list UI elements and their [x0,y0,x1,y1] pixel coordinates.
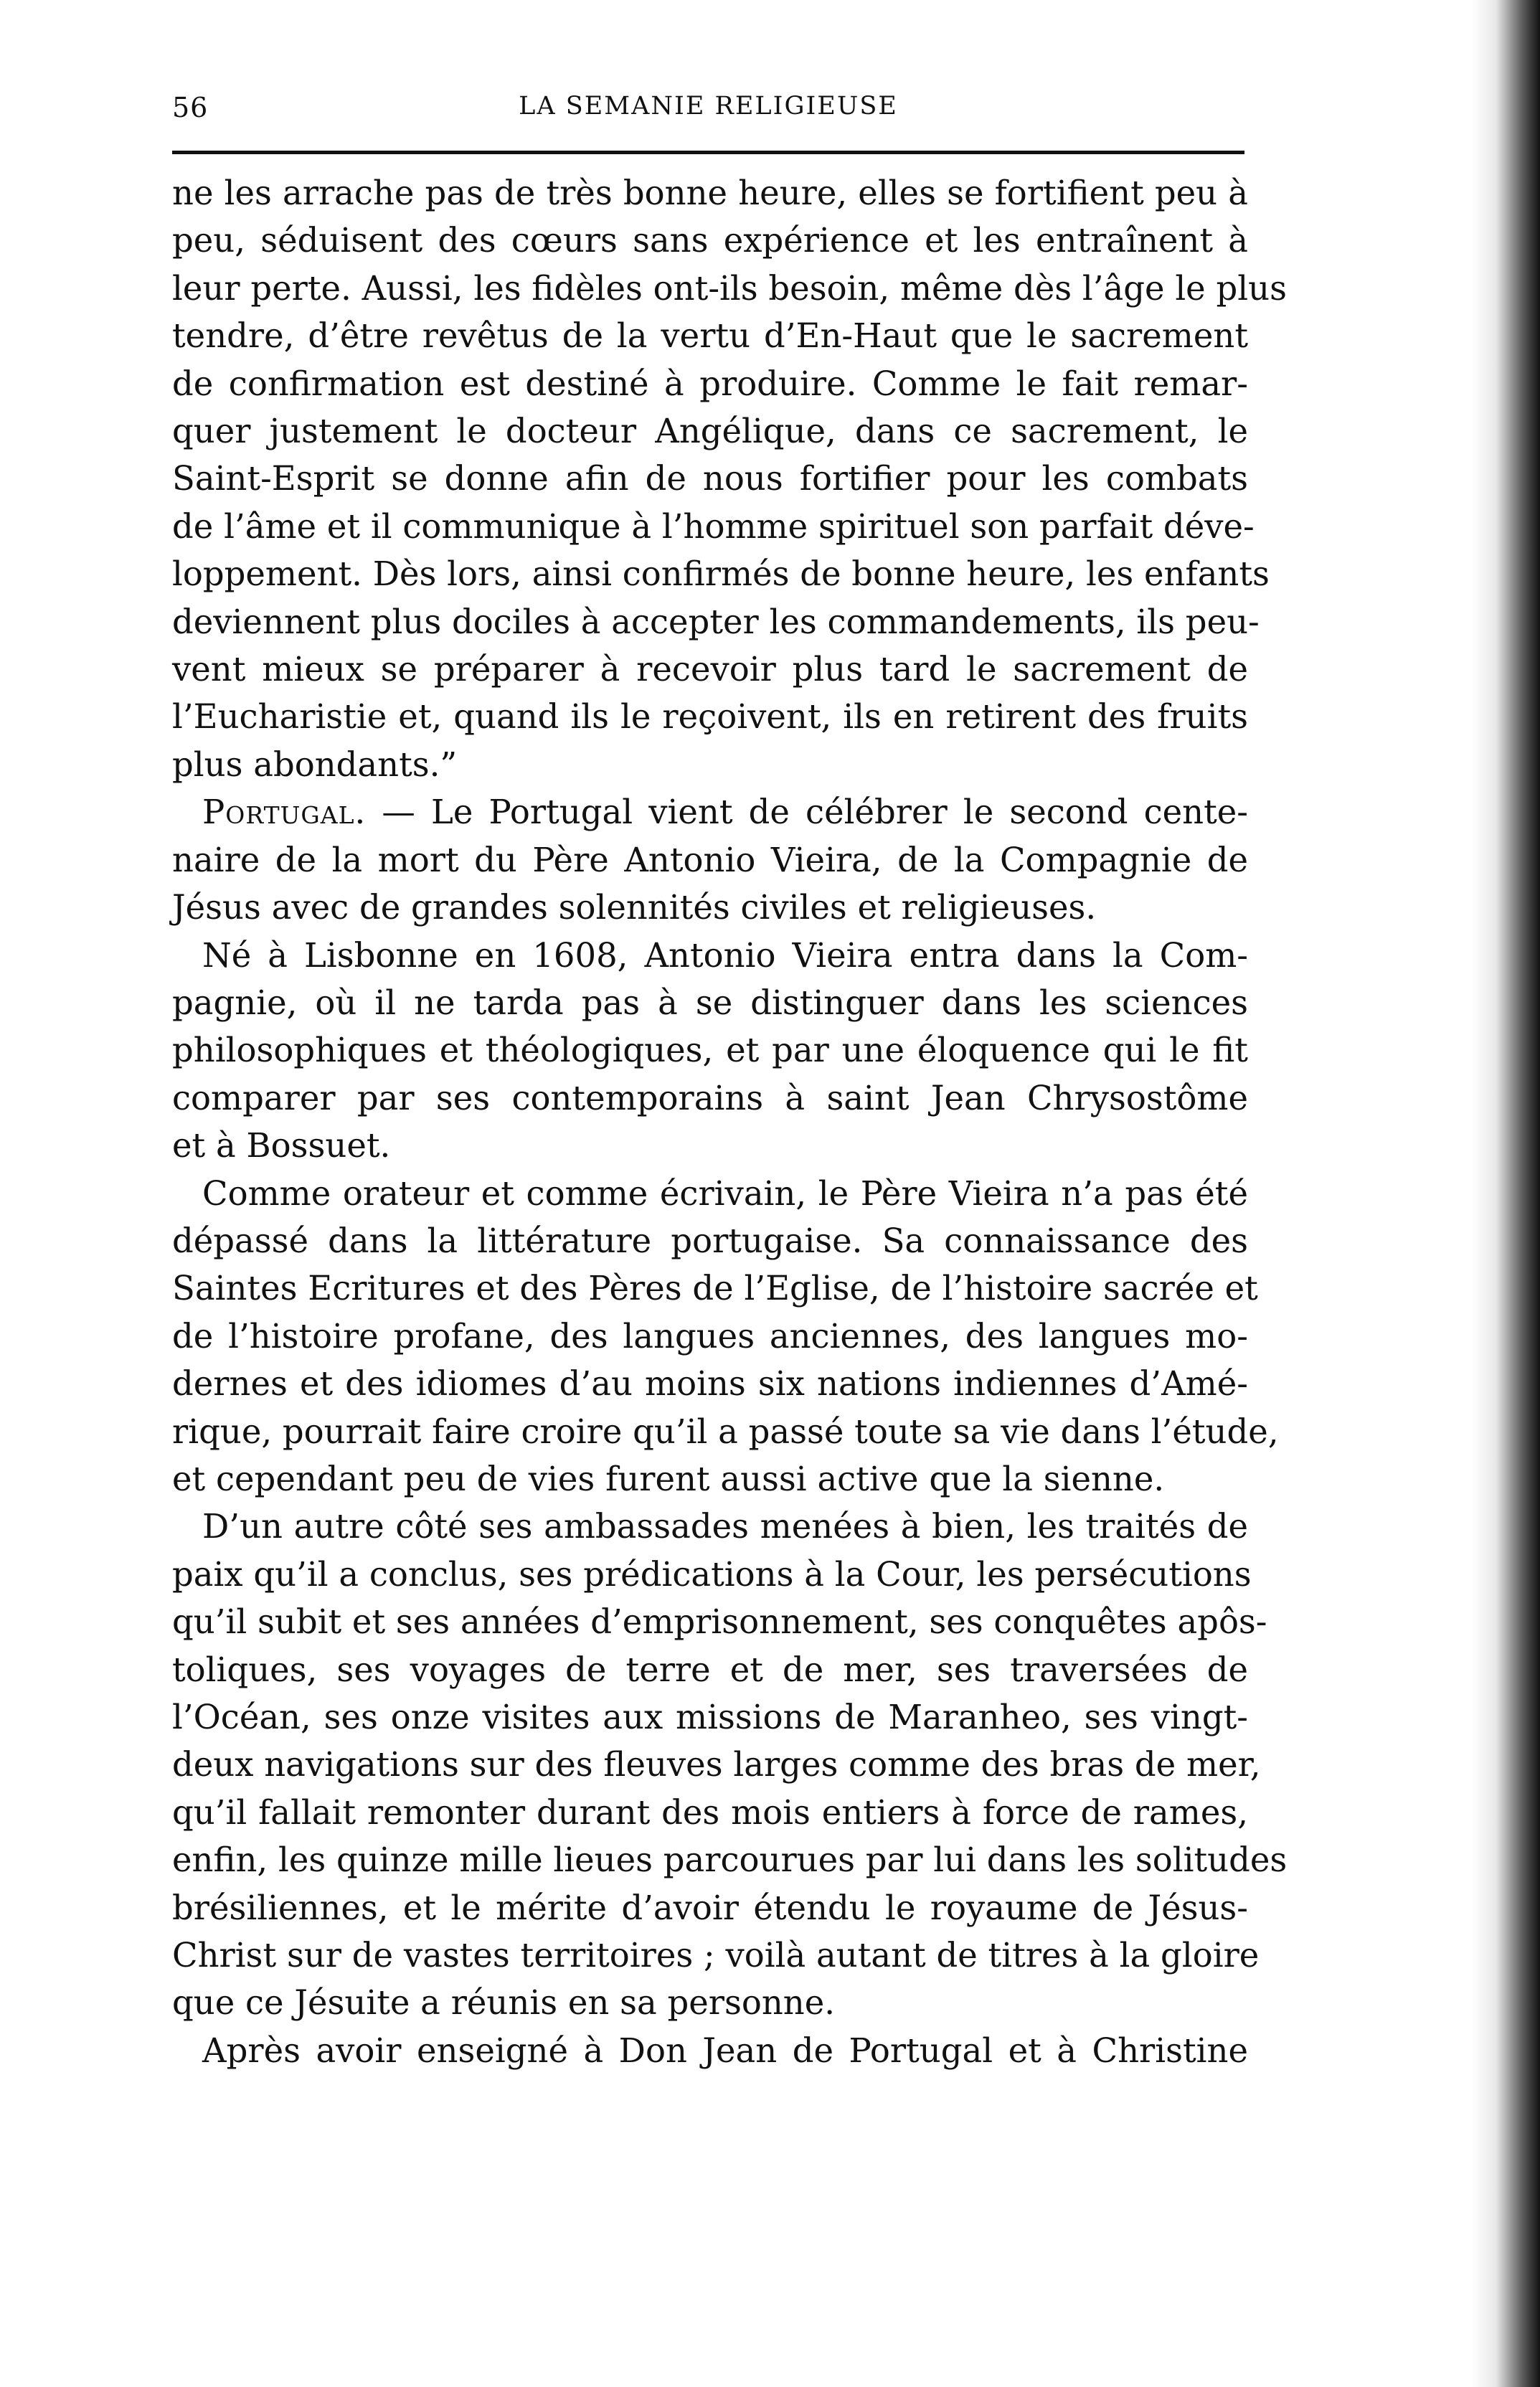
text-line: paix qu’il a conclus, ses prédications à la Cour, les persécutions [172,1554,1252,1594]
text-line: de confirmation est destiné à produire. Comme le fait remar- [172,364,1248,403]
text-line: pagnie, où il ne tarda pas à se distinguer dans les sciences [172,983,1248,1022]
text-line: quer justement le docteur Angélique, dans ce sacrement, le [172,412,1248,451]
text-line: Jésus avec de grandes solennités civiles et religieuses. [172,888,1097,927]
text-line: comparer par ses contemporains à saint Jean Chrysostôme [172,1078,1248,1117]
text-line: brésiliennes, et le mérite d’avoir étendu le royaume de Jésus- [172,1888,1248,1927]
text-line: dépassé dans la littérature portugaise. Sa connaissance des [172,1221,1248,1260]
paragraph-6 [172,2027,1248,2074]
text-line: vent mieux se préparer à recevoir plus tard le sacrement de [172,650,1248,689]
text-line: l’Eucharistie et, quand ils le reçoivent, ils en retirent des fruits [172,697,1248,737]
text-line: qu’il fallait remonter durant des mois entiers à force de rames, [172,1792,1248,1832]
text-line: D’un autre côté ses ambassades menées à bien, les traités de [202,1507,1248,1546]
text-line: loppement. Dès lors, ainsi confirmés de bonne heure, les enfants [172,554,1270,594]
text-line [172,788,1248,836]
text-line: Christ sur de vastes territoires ; voilà autant de titres à la gloire [172,1936,1260,1975]
paragraph-3 [172,932,1248,1170]
paragraph-portugal [172,788,1248,931]
text-line: Comme orateur et comme écrivain, le Père Vieira n’a pas été [202,1173,1248,1213]
text-line: philosophiques et théologiques, et par une éloquence qui le fit [172,1031,1248,1070]
text-line: deux navigations sur des fleuves larges comme des bras de mer, [172,1745,1261,1785]
text-line: enfin, les quinze mille lieues parcourues par lui dans les solitudes [172,1840,1288,1880]
text-line: et à Bossuet. [172,1126,391,1166]
text-line: Saintes Ecritures et des Pères de l’Eglise, de l’histoire sacrée et [172,1269,1258,1308]
text-line: peu, séduisent des cœurs sans expérience et les entraînent à [172,221,1248,260]
text-line: toliques, ses voyages de terre et de mer, ses traversées de [172,1650,1248,1689]
paragraph-1 [172,169,1287,788]
text-line: ne les arrache pas de très bonne heure, elles se fortifient peu à [172,174,1248,212]
page-number: 56 [172,92,209,123]
text-line: l’Océan, ses onze visites aux missions de Maranheo, ses vingt- [172,1698,1248,1736]
binding-shadow [1472,0,1540,2387]
text-line: deviennent plus dociles à accepter les commandements, ils peu- [172,602,1260,641]
text-line: de l’histoire profane, des langues anciennes, des langues mo- [172,1316,1248,1356]
paragraph-4 [172,1170,1279,1503]
text-line: et cependant peu de vies furent aussi active que la sienne. [172,1459,1165,1498]
text-line: Saint-Esprit se donne afin de nous fortifier pour les combats [172,459,1248,498]
paragraph-5 [172,1503,1288,2026]
text-line: de l’âme et il communique à l’homme spirituel son parfait déve- [172,506,1255,546]
body-text [172,169,1288,2074]
text-line: que ce Jésuite a réunis en sa personne. [172,1983,836,2023]
section-lead: Portugal. [202,793,367,832]
text-line: Né à Lisbonne en 1608, Antonio Vieira entra dans la Com- [202,935,1248,975]
text-line: rique, pourrait faire croire qu’il a passé toute sa vie dans l’étude, [172,1412,1279,1451]
running-title: LA SEMANIE RELIGIEUSE [519,92,898,120]
text-line: Après avoir enseigné à Don Jean de Portugal et à Christine [202,2031,1248,2070]
header-rule [172,151,1244,154]
page-header [172,92,1244,135]
text-line-rest: — Le Portugal vient de célébrer le second cente- [366,793,1248,832]
text-line: leur perte. Aussi, les fidèles ont-ils besoin, même dès l’âge le plus [172,268,1287,308]
text-line: tendre, d’être revêtus de la vertu d’En-Haut que le sacrement [172,316,1248,356]
text-line: qu’il subit et ses années d’emprisonnement, ses conquêtes apôs- [172,1602,1267,1642]
text-line: dernes et des idiomes d’au moins six nations indiennes d’Amé- [172,1364,1248,1404]
text-line: plus abondants.” [172,745,458,784]
text-line: naire de la mort du Père Antonio Vieira, de la Compagnie de [172,840,1248,879]
